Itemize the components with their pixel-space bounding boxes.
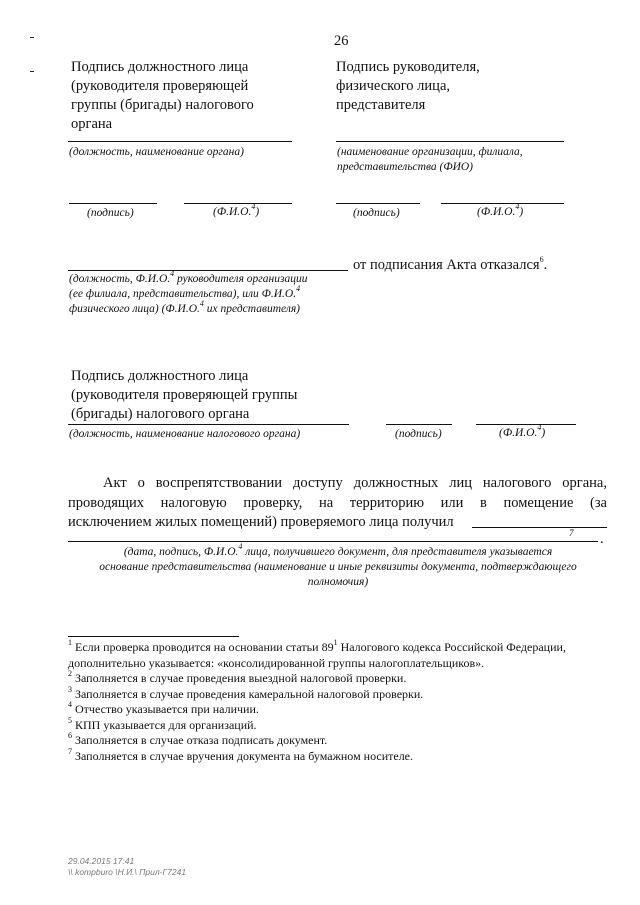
- second-title-line: (руководителя проверяющей группы: [71, 387, 298, 403]
- footnote: $^7$ Заполняется в случае вручения документа на бумажном носителе.: [68, 746, 414, 763]
- refusal-caption-line: (должность, Ф.И.О.$^4$ руководителя организации: [69, 269, 308, 285]
- act-caption-line: полномочия): [307, 576, 369, 588]
- stamp-line: 29.04.2015 17:41: [68, 856, 135, 866]
- right-fio-caption: (Ф.И.О.$^4$): [477, 202, 524, 218]
- footnote: $^2$ Заполняется в случае проведения выездной налоговой проверки.: [68, 669, 407, 685]
- left-title-line: (руководителя проверяющей: [71, 78, 249, 94]
- left-fio-line[interactable]: [184, 203, 292, 204]
- stamp-line: \\ kompburo \Н.И.\ Прил-Г7241: [68, 867, 187, 877]
- left-position-line[interactable]: [68, 141, 292, 142]
- second-signature-caption: (подпись): [395, 428, 442, 440]
- act-caption-line: (дата, подпись, Ф.И.О.$^4$ лица, получившего документ, для представителя указывается: [123, 542, 553, 558]
- footnote: $^5$ КПП указывается для организаций.: [68, 715, 257, 732]
- refusal-caption: [69, 269, 308, 317]
- footnote: $^3$ Заполняется в случае проведения камеральной налоговой проверки.: [68, 684, 424, 701]
- right-title-line: Подпись руководителя,: [336, 59, 480, 75]
- right-title-line: представителя: [336, 97, 426, 113]
- footnote: $^6$ Заполняется в случае отказа подписать документ.: [68, 731, 328, 747]
- refusal-caption-line: (ее филиала, представительства), или Ф.И.О.$^4$: [69, 284, 301, 300]
- second-position-caption: (должность, наименование налогового органа): [69, 428, 301, 440]
- second-signature-line[interactable]: [386, 424, 452, 425]
- refusal-line[interactable]: [68, 270, 348, 271]
- footnote: $^1$ Если проверка проводится на основании статьи $89^1$ Налогового кодекса Российской Федерации,: [68, 638, 566, 654]
- left-signature-title: [71, 58, 254, 134]
- act-receipt-caption: [68, 542, 608, 590]
- right-org-caption-line: представительства (ФИО): [337, 161, 474, 173]
- right-organization-caption: [337, 145, 523, 175]
- left-signature-caption: (подпись): [87, 207, 134, 219]
- footnote: дополнительно указывается: «консолидированной группы налогоплательщиков».: [68, 655, 485, 670]
- second-fio-caption: (Ф.И.О.$^4$): [499, 423, 546, 439]
- print-stamp: [68, 856, 186, 878]
- right-organization-line[interactable]: [336, 141, 564, 142]
- receiver-line[interactable]: [68, 541, 598, 542]
- footnotes: [68, 640, 566, 764]
- scan-mark: [30, 37, 34, 38]
- second-title-line: Подпись должностного лица: [71, 368, 249, 384]
- right-fio-line[interactable]: [441, 203, 564, 204]
- refusal-text: от подписания Акта отказался$^6$.: [353, 255, 548, 273]
- left-title-line: Подпись должностного лица: [71, 59, 249, 75]
- footnote-separator: [68, 636, 239, 637]
- right-org-caption-line: (наименование организации, филиала,: [337, 146, 523, 158]
- refusal-caption-line: физического лица) (Ф.И.О.$^4$ их представителя): [69, 299, 301, 315]
- right-signature-line[interactable]: [336, 203, 420, 204]
- page-number: 26: [334, 33, 349, 49]
- act-receipt-line1: Акт о воспрепятствовании доступу должностных лиц налогового органа,: [103, 475, 607, 491]
- act-caption-line: основание представительства (наименование и иные реквизиты документа, подтверждающего: [99, 561, 577, 573]
- left-position-caption: (должность, наименование органа): [69, 146, 244, 158]
- second-fio-line[interactable]: [476, 424, 576, 425]
- left-signature-line[interactable]: [69, 203, 157, 204]
- right-signature-caption: (подпись): [353, 207, 400, 219]
- act-receipt-line2: проводящих налоговую проверку, на территорию или в помещение (за: [68, 495, 607, 511]
- act-receipt-line3: исключением жилых помещений) проверяемого лица получил: [68, 514, 454, 530]
- left-title-line: органа: [71, 116, 113, 132]
- left-fio-caption: (Ф.И.О.$^4$): [213, 202, 260, 218]
- right-signature-title: [336, 58, 480, 115]
- second-position-line[interactable]: [68, 424, 349, 425]
- right-title-line: физического лица,: [336, 78, 451, 94]
- left-title-line: группы (бригады) налогового: [71, 97, 254, 113]
- receiver-line-end[interactable]: [472, 527, 607, 528]
- scan-mark: [30, 71, 34, 72]
- receiver-sup7: 7: [569, 528, 574, 538]
- footnote: $^4$ Отчество указывается при наличии.: [68, 700, 259, 716]
- second-signature-title: [71, 367, 297, 424]
- receiver-line-period: .: [600, 531, 604, 547]
- second-title-line: (бригады) налогового органа: [71, 406, 250, 422]
